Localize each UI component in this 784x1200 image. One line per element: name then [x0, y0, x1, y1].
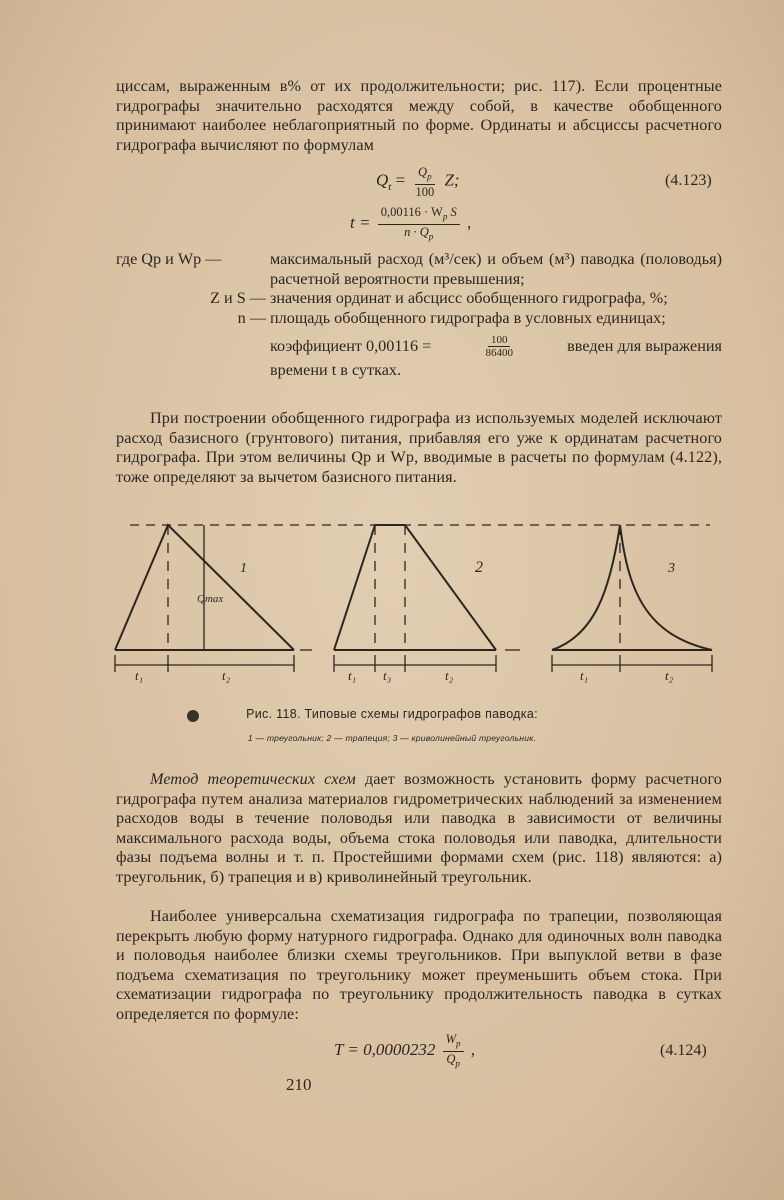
label-qmax: Qmax — [197, 593, 224, 605]
hydrograph-figure — [100, 510, 740, 690]
label-t3-b: t₃ — [383, 668, 392, 683]
trapezoid-shape — [334, 525, 496, 650]
base-flow-text: При построении обобщенного гидрографа из используемых моделей исключают расход базисного (грунтового) питания, прибавляя его уже к ординатам расчетного гидрографа. При этом величины Qp и Wp, вводимые в расчеты по формулам (4.122), тоже определяют за вычетом базисного питания. — [116, 409, 722, 486]
theory-italic-term: Метод теоретических схем — [150, 770, 356, 788]
label-t1-c: t₁ — [580, 668, 589, 683]
intro-text: циссам, выраженным в% от их продолжительности; рис. 117). Если процентные гидрографы значительно расходятся между собой, в качестве обобщенного принимают наиболее неблагоприятный по форме. Ординаты и абсциссы расчетного гидрографа вычисляют по формулам — [116, 77, 722, 154]
label-t2-a: t₂ — [222, 668, 231, 683]
label-shape-2: 2 — [475, 559, 483, 576]
formula-4-123-line2: t = $\frac{0,00116 \cdot W_p S}{n \cdot Q_p}$ , — [350, 205, 472, 241]
definition-row: где Qp и Wp — максимальный расход (м³/сек) и объем (м³) паводка (половодья) расчетной вероятности превышения; — [116, 250, 722, 288]
curved-triangle-shape — [552, 525, 712, 650]
formula-fraction-2: $\frac{0,00116 \cdot W_p S}{n \cdot Q_p}$ — [378, 205, 460, 243]
formula-q-sub: t — [388, 181, 392, 194]
equation-number-4-123: (4.123) — [665, 172, 712, 189]
formula-z: Z; — [444, 170, 460, 190]
formula-4-123-line1: $Q_t$ = $\frac{Q_p}{100}$ Z; — [376, 165, 460, 199]
formula-q-symbol: Q — [376, 170, 389, 190]
coefficient-line: коэффициент 0,00116 = $\frac{100}{86400}$ введен для выражения — [270, 334, 722, 360]
coefficient-fraction: $\frac{100}{86400}$ — [485, 334, 513, 360]
label-t2-c: t₂ — [665, 668, 674, 683]
label-t1-b: t₁ — [348, 668, 357, 683]
equation-number-4-124: (4.124) — [660, 1042, 707, 1059]
label-t2-b: t₂ — [445, 668, 454, 683]
base-flow-paragraph — [116, 409, 722, 487]
label-shape-3: 3 — [668, 561, 675, 576]
universal-text: Наиболее универсальна схематизация гидрографа по трапеции, позволяющая перекрыть любую форму натурного гидрографа. Однако для одиночных волн паводка и половодья наиболее близки схемы треугольников. При выпуклой ветви в фазе подъема схематизация по треугольнику может преуменьшить объем стока. При схематизации гидрографа по треугольнику продолжительность паводка в сутках определяется по формуле: — [116, 907, 722, 1023]
page-number: 210 — [286, 1075, 312, 1094]
theory-paragraph — [116, 770, 722, 888]
formula-fraction-1: $\frac{Q_p}{100}$ — [415, 165, 435, 199]
figure-caption-subtitle: 1 — треугольник; 2 — трапеция; 3 — криволинейный треугольник. — [247, 733, 537, 743]
label-shape-1: 1 — [240, 561, 247, 576]
universal-paragraph — [116, 907, 722, 1025]
definition-row: n — площадь обобщенного гидрографа в условных единицах; — [237, 308, 666, 327]
coefficient-line-2: времени t в сутках. — [270, 361, 402, 380]
figure-caption-title: Рис. 118. Типовые схемы гидрографов паводка: — [246, 707, 538, 721]
theory-text: дает возможность установить форму расчетного гидрографа путем анализа материалов гидрометрических наблюдений за изменением расходов воды в течение половодья или паводка в зависимости от величины максимального расхода воды, объема стока половодья или паводка, длительности фазы подъема волны и т. п. Простейшими формами схем (рис. 118) являются: а) треугольник, б) трапеция и в) криволинейный треугольник. — [116, 770, 722, 886]
definitions-list — [116, 250, 722, 381]
label-t1-a: t₁ — [135, 668, 144, 683]
formula-4-124: T = 0,0000232 $\frac{W_p}{Q_p}$ , — [334, 1032, 476, 1068]
definition-row: Z и S — значения ординат и абсцисс обобщенного гидрографа, %; — [210, 289, 668, 308]
intro-paragraph — [116, 77, 722, 155]
formula-fraction-3: $\frac{W_p}{Q_p}$ — [443, 1032, 464, 1070]
